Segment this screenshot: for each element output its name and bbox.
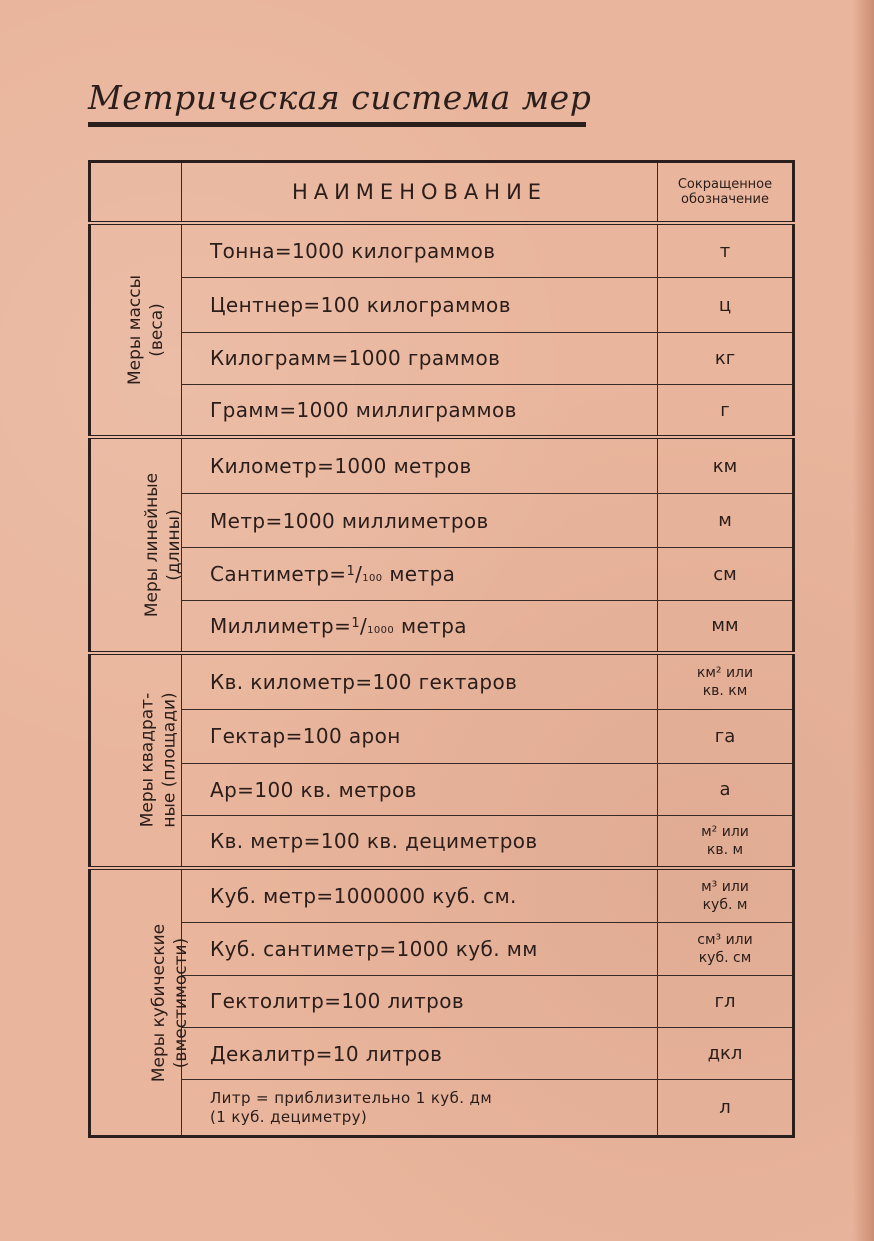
unit-name-post: метра — [382, 562, 456, 587]
table-row — [90, 653, 794, 709]
table-row — [90, 437, 794, 493]
fraction-numerator: 1 — [346, 564, 356, 580]
category-area — [90, 653, 182, 869]
unit-name: Кв. метр=100 кв. дециметров — [182, 816, 658, 868]
table-row — [90, 332, 794, 384]
header-abbr — [658, 162, 794, 224]
unit-abbr: га — [658, 709, 794, 763]
fraction-denominator: 100 — [362, 573, 383, 585]
table-row — [90, 975, 794, 1027]
title-underline — [88, 122, 586, 127]
page-edge — [852, 0, 874, 1241]
unit-abbr — [658, 816, 794, 868]
category-sublabel: (вместимости) — [171, 937, 192, 1068]
unit-name: Километр=1000 метров — [182, 437, 658, 493]
unit-abbr: г — [658, 385, 794, 437]
table-row — [90, 1080, 794, 1137]
table-row — [90, 278, 794, 332]
unit-name: Грамм=1000 миллиграммов — [182, 385, 658, 437]
unit-abbr-line1: см³ или — [697, 931, 753, 948]
unit-name: Кв. километр=100 гектаров — [182, 653, 658, 709]
unit-name: Гектар=100 арон — [182, 709, 658, 763]
table-row — [90, 600, 794, 652]
category-label: Меры кубические — [149, 923, 170, 1082]
unit-abbr: дкл — [658, 1027, 794, 1079]
unit-name — [182, 1080, 658, 1137]
unit-name-line1: Литр = приблизительно 1 куб. дм — [210, 1088, 493, 1107]
unit-name: Центнер=100 килограммов — [182, 278, 658, 332]
unit-name: Ар=100 кв. метров — [182, 764, 658, 816]
table-row — [90, 548, 794, 600]
unit-abbr — [658, 923, 794, 975]
unit-abbr-line2: кв. м — [706, 842, 744, 859]
category-sublabel: ные (площади) — [159, 692, 180, 829]
unit-name: Сантиметр=$^1$/100 метра — [182, 548, 658, 600]
unit-name: Куб. метр=1000000 куб. см. — [182, 868, 658, 922]
fraction-numerator: 1 — [351, 615, 360, 631]
unit-name: Куб. сантиметр=1000 куб. мм — [182, 923, 658, 975]
unit-abbr-line1: м³ или — [701, 879, 749, 896]
unit-name-pre: Сантиметр= — [210, 562, 347, 587]
fraction-denominator: 1000 — [367, 624, 395, 636]
unit-name: Метр=1000 миллиметров — [182, 493, 658, 547]
table-row — [90, 816, 794, 868]
unit-abbr: м — [658, 493, 794, 547]
page-title: Метрическая система мер — [88, 78, 592, 117]
unit-abbr — [658, 868, 794, 922]
unit-abbr: мм — [658, 600, 794, 652]
unit-abbr: см — [658, 548, 794, 600]
unit-abbr-line1: км² или — [696, 664, 754, 681]
category-length — [90, 437, 185, 653]
unit-name: Миллиметр=$^1$/1000 метра — [182, 600, 658, 652]
unit-abbr: ц — [658, 278, 794, 332]
unit-name: Декалитр=10 литров — [182, 1027, 658, 1079]
unit-abbr — [658, 653, 794, 709]
unit-abbr: кг — [658, 332, 794, 384]
header-abbr-line2: обозначение — [681, 192, 769, 208]
unit-abbr-line1: м² или — [701, 824, 749, 841]
unit-name: Килограмм=1000 граммов — [182, 332, 658, 384]
header-category-cell — [90, 162, 182, 224]
unit-abbr-line2: куб. см — [698, 949, 752, 966]
unit-abbr: т — [658, 223, 794, 277]
table-row — [90, 868, 794, 922]
table-row — [90, 764, 794, 816]
header-abbr-line1: Сокращенное — [677, 177, 773, 193]
category-label: Меры линейные — [142, 472, 163, 617]
category-volume — [90, 868, 192, 1136]
table-row — [90, 223, 794, 277]
unit-abbr: гл — [658, 975, 794, 1027]
table-row — [90, 385, 794, 437]
header-name: НАИМЕНОВАНИЕ — [182, 162, 658, 224]
category-mass — [90, 223, 182, 437]
table-row — [90, 923, 794, 975]
category-sublabel: (длины) — [164, 509, 185, 581]
category-label: Меры массы — [125, 275, 146, 386]
unit-name: Тонна=1000 килограммов — [182, 223, 658, 277]
metric-units-table — [88, 160, 795, 1138]
unit-abbr-line2: куб. м — [702, 897, 748, 914]
table-row — [90, 709, 794, 763]
unit-name-line2: (1 куб. дециметру) — [210, 1107, 368, 1126]
unit-name-pre: Миллиметр= — [210, 613, 352, 638]
table-row — [90, 1027, 794, 1079]
table-header-row — [90, 162, 794, 224]
unit-name: Гектолитр=100 литров — [182, 975, 658, 1027]
unit-abbr: км — [658, 437, 794, 493]
unit-abbr: л — [658, 1080, 794, 1137]
category-sublabel: (веса) — [147, 303, 168, 358]
unit-abbr-line2: кв. км — [702, 682, 748, 699]
unit-abbr: а — [658, 764, 794, 816]
table-row — [90, 493, 794, 547]
category-label: Меры квадрат- — [137, 693, 158, 828]
unit-name-post: метра — [394, 613, 467, 638]
